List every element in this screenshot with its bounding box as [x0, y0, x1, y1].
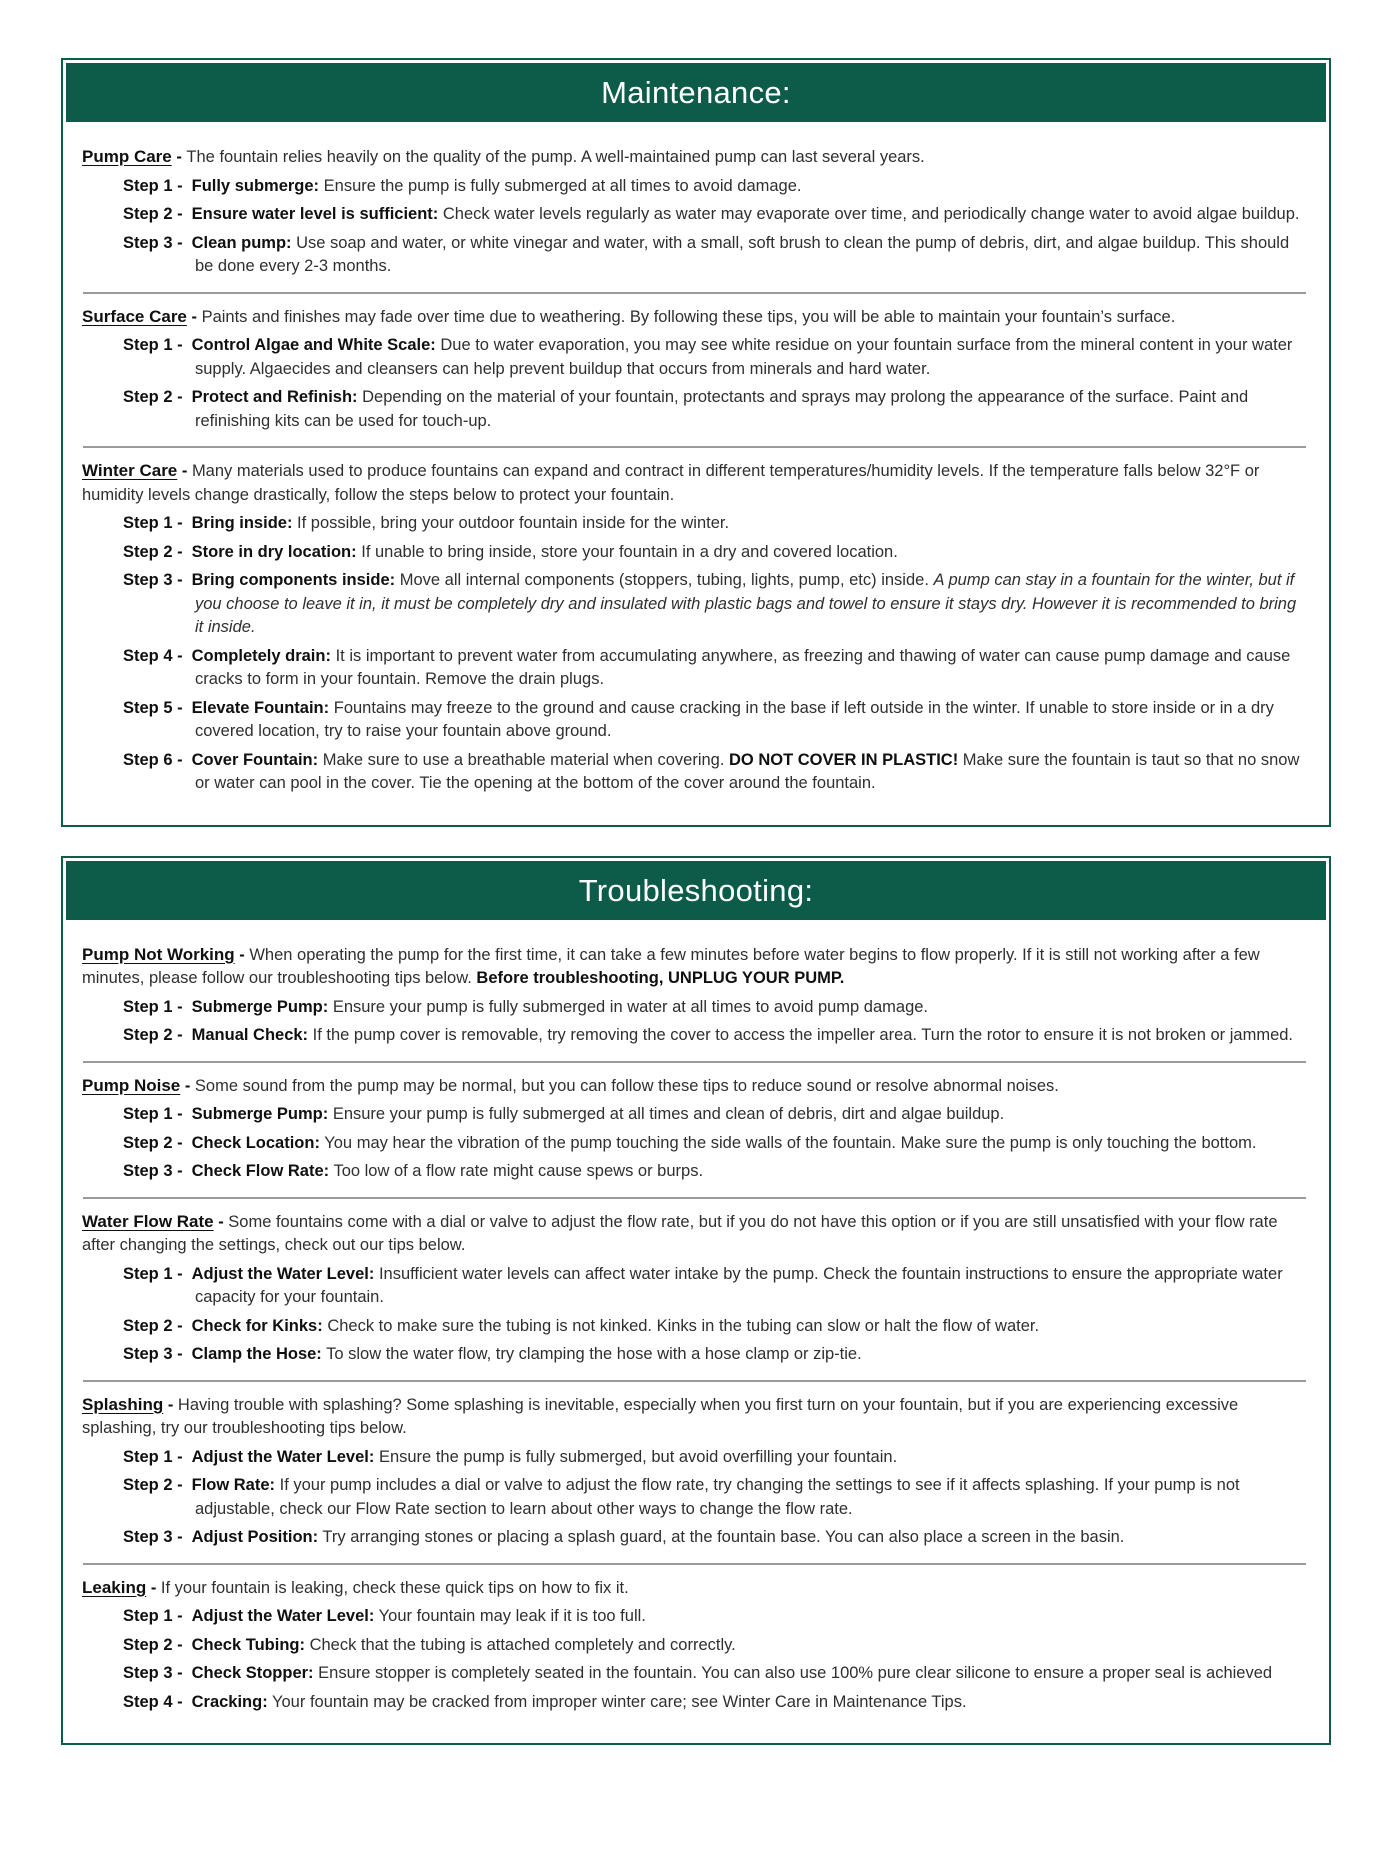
intro-text: Before troubleshooting, UNPLUG YOUR PUMP.	[476, 969, 845, 987]
step-label: Step 3 -	[123, 1664, 183, 1682]
step-lead: Submerge Pump:	[191, 997, 329, 1016]
step-lead: Cracking:	[191, 1692, 268, 1711]
step-row	[82, 996, 1307, 1020]
section-header-troubleshooting	[66, 861, 1326, 920]
section-title: Troubleshooting:	[578, 872, 814, 908]
step-lead: Adjust the Water Level:	[191, 1447, 375, 1466]
topic-name-separator: -	[146, 1578, 161, 1597]
topic-name-separator: -	[180, 1076, 195, 1095]
topic-name: Surface Care	[82, 306, 187, 326]
topic	[82, 1074, 1307, 1184]
topic-intro	[82, 305, 1307, 330]
step-label: Step 3 -	[123, 233, 183, 252]
topic-name-separator: -	[163, 1395, 178, 1414]
step-row	[82, 569, 1307, 640]
step-text: Move all internal components (stoppers, tubing, lights, pump, etc) inside.	[399, 571, 934, 589]
step-row	[82, 1634, 1307, 1658]
step-text: Check water levels regularly as water may evaporate over time, and periodically change water to avoid algae buildup.	[442, 205, 1300, 223]
step-text: A pump can stay in a fountain for the winter, but if you choose to leave it in, it must be completely dry and insulated with plastic bags and towel to ensure it stays dry. However it is recommended to bring it inside.	[195, 571, 1297, 636]
step-row	[82, 645, 1307, 692]
step-lead: Elevate Fountain:	[191, 698, 330, 717]
section-content	[63, 923, 1329, 1744]
step-label: Step 2 -	[123, 1026, 183, 1044]
step-text: Fountains may freeze to the ground and cause cracking in the base if left outside in the winter. If unable to store inside or in a dry covered location, try to raise your fountain above ground.	[195, 698, 1274, 740]
step-text: Ensure stopper is completely seated in the fountain. You can also use 100% pure clear silicone to ensure a proper seal is achieved	[318, 1664, 1273, 1682]
step-label: Step 2 -	[123, 388, 183, 406]
step-label: Step 4 -	[123, 1692, 183, 1711]
step-label: Step 3 -	[123, 1345, 183, 1363]
step-text: If your pump includes a dial or valve to adjust the flow rate, try changing the settings to see if it affects splashing. If your pump is not adjustable, check our Flow Rate section to learn about other ways to change the flow rate.	[195, 1476, 1240, 1518]
step-text: If the pump cover is removable, try removing the cover to access the impeller area. Turn the rotor to ensure it is not broken or jammed.	[312, 1026, 1294, 1044]
step-text: DO NOT COVER IN PLASTIC!	[729, 750, 959, 769]
topic	[82, 1393, 1307, 1550]
step-row	[82, 334, 1307, 381]
step-label: Step 3 -	[123, 1162, 183, 1180]
step-label: Step 4 -	[123, 646, 183, 665]
topic	[82, 459, 1307, 796]
topic-name-separator: -	[177, 462, 192, 480]
topic-name-separator: -	[171, 148, 187, 166]
step-lead: Bring inside:	[191, 514, 293, 532]
topic-intro	[82, 1393, 1307, 1441]
step-row	[82, 1526, 1307, 1550]
step-lead: Check Flow Rate:	[191, 1162, 330, 1180]
intro-text: When operating the pump for the first time, it can take a few minutes before water begins to flow properly. If it is still not working after a few minutes, please follow our troubleshooting tips below.	[82, 945, 1260, 987]
step-text: Make sure to use a breathable material when covering.	[322, 750, 730, 769]
step-label: Step 2 -	[123, 1476, 183, 1494]
step-lead: Submerge Pump:	[191, 1105, 329, 1123]
step-text: Ensure the pump is fully submerged, but avoid overfilling your fountain.	[378, 1447, 898, 1466]
step-row	[82, 1662, 1307, 1686]
step-label: Step 6 -	[123, 750, 183, 769]
document-page	[0, 58, 1391, 1745]
intro-text: Some fountains come with a dial or valve to adjust the flow rate, but if you do not have this option or if you are still unsatisfied with your flow rate after changing the settings, check out our tips below.	[82, 1212, 1278, 1254]
topic-name: Pump Care	[82, 147, 172, 166]
step-row	[82, 1691, 1307, 1715]
topic-name: Winter Care	[82, 461, 178, 480]
topic	[82, 305, 1307, 434]
step-text: Depending on the material of your fountain, protectants and sprays may prolong the appearance of the surface. Paint and refinishing kits can be used for touch-up.	[195, 388, 1249, 430]
step-lead: Protect and Refinish:	[191, 388, 358, 406]
step-lead: Store in dry location:	[191, 542, 357, 561]
step-label: Step 2 -	[123, 1133, 183, 1152]
step-text: Make sure the fountain is taut so that no snow or water can pool in the cover. Tie the opening at the bottom of the cover around the fountain.	[195, 750, 1300, 792]
step-text: Use soap and water, or white vinegar and water, with a small, soft brush to clean the pump of debris, dirt, and algae buildup. This should be done every 2-3 months.	[195, 233, 1290, 275]
step-label: Step 3 -	[123, 1528, 183, 1546]
step-text: You may hear the vibration of the pump touching the side walls of the fountain. Make sure the pump is only touching the bottom.	[324, 1133, 1257, 1152]
topic-name: Pump Noise	[82, 1075, 181, 1095]
intro-text: The fountain relies heavily on the quality of the pump. A well-maintained pump can last several years.	[186, 148, 925, 166]
intro-text: Many materials used to produce fountains can expand and contract in different temperatures/humidity levels. If the temperature falls below 32°F or humidity levels change drastically, follow the steps below to protect your fountain.	[82, 462, 1260, 504]
step-lead: Check Tubing:	[191, 1635, 305, 1654]
step-lead: Fully submerge:	[191, 176, 320, 195]
step-row	[82, 386, 1307, 433]
step-row	[82, 1446, 1307, 1470]
topic	[82, 943, 1307, 1048]
step-text: Your fountain may be cracked from improper winter care; see Winter Care in Maintenance Tips.	[272, 1692, 967, 1711]
intro-text: Some sound from the pump may be normal, but you can follow these tips to reduce sound or resolve abnormal noises.	[194, 1076, 1059, 1095]
step-lead: Adjust the Water Level:	[191, 1264, 375, 1283]
topic-name-separator: -	[213, 1212, 229, 1231]
step-lead: Clamp the Hose:	[191, 1345, 322, 1363]
step-label: Step 1 -	[123, 1447, 183, 1466]
step-row	[82, 749, 1307, 796]
step-row	[82, 1315, 1307, 1339]
step-row	[82, 232, 1307, 279]
step-lead: Clean pump:	[191, 233, 292, 252]
step-lead: Ensure water level is sufficient:	[191, 205, 439, 223]
section-title: Maintenance:	[601, 75, 791, 110]
step-lead: Adjust the Water Level:	[191, 1607, 375, 1625]
topic-name: Leaking	[82, 1577, 147, 1597]
topic-intro	[82, 943, 1307, 991]
section-maintenance	[61, 58, 1331, 827]
step-lead: Check for Kinks:	[191, 1316, 323, 1335]
topic	[82, 145, 1307, 279]
step-row	[82, 175, 1307, 199]
step-lead: Check Stopper:	[191, 1664, 314, 1682]
topic-intro	[82, 1074, 1307, 1099]
topic-divider	[83, 292, 1306, 294]
section-content	[63, 125, 1329, 825]
step-label: Step 1 -	[123, 997, 183, 1016]
step-label: Step 2 -	[123, 1316, 183, 1335]
topic-intro	[82, 145, 1307, 170]
topic-divider	[83, 1061, 1306, 1063]
step-text: Check to make sure the tubing is not kinked. Kinks in the tubing can slow or halt the flow of water.	[327, 1316, 1040, 1335]
step-row	[82, 1160, 1307, 1184]
step-text: Ensure your pump is fully submerged at all times and clean of debris, dirt and algae buildup.	[332, 1105, 1005, 1123]
step-row	[82, 697, 1307, 744]
topic-name: Water Flow Rate	[82, 1211, 214, 1231]
topic-intro	[82, 1210, 1307, 1258]
step-row	[82, 1474, 1307, 1521]
step-label: Step 1 -	[123, 1264, 183, 1283]
section-header-maintenance	[66, 63, 1326, 122]
step-lead: Control Algae and White Scale:	[191, 336, 436, 354]
intro-text: If your fountain is leaking, check these quick tips on how to fix it.	[160, 1578, 629, 1597]
step-label: Step 1 -	[123, 176, 183, 195]
step-text: To slow the water flow, try clamping the hose with a hose clamp or zip-tie.	[326, 1345, 862, 1363]
topic-divider	[83, 1380, 1306, 1382]
step-text: Your fountain may leak if it is too full.	[378, 1607, 646, 1625]
step-label: Step 1 -	[123, 1607, 183, 1625]
section-troubleshooting	[61, 856, 1331, 1746]
step-label: Step 1 -	[123, 514, 183, 532]
step-lead: Bring components inside:	[191, 571, 396, 589]
step-row	[82, 1132, 1307, 1156]
topic-name-separator: -	[186, 307, 202, 326]
step-lead: Check Location:	[191, 1133, 320, 1152]
intro-text: Having trouble with splashing? Some splashing is inevitable, especially when you first turn on your fountain, but if you are experiencing excessive splashing, try our troubleshooting tips below.	[82, 1395, 1239, 1437]
step-label: Step 1 -	[123, 336, 183, 354]
step-label: Step 5 -	[123, 698, 183, 717]
topic-name: Splashing	[82, 1394, 164, 1414]
step-label: Step 2 -	[123, 542, 183, 561]
topic-name-separator: -	[234, 945, 250, 964]
topic	[82, 1210, 1307, 1367]
step-lead: Adjust Position:	[191, 1528, 319, 1546]
step-label: Step 2 -	[123, 205, 183, 223]
step-text: Ensure your pump is fully submerged in water at all times to avoid pump damage.	[332, 997, 929, 1016]
step-text: Insufficient water levels can affect water intake by the pump. Check the fountain instructions to ensure the appropriate water capacity for your fountain.	[195, 1264, 1283, 1306]
step-lead: Manual Check:	[191, 1026, 309, 1044]
step-text: Try arranging stones or placing a splash guard, at the fountain base. You can also place a screen in the basin.	[322, 1528, 1125, 1546]
step-lead: Cover Fountain:	[191, 750, 319, 769]
step-text: Check that the tubing is attached completely and correctly.	[309, 1635, 736, 1654]
step-text: It is important to prevent water from accumulating anywhere, as freezing and thawing of water can cause pump damage and cause cracks to form in your fountain. Remove the drain plugs.	[195, 646, 1291, 688]
step-label: Step 1 -	[123, 1105, 183, 1123]
topic-intro	[82, 459, 1307, 507]
step-row	[82, 1343, 1307, 1367]
step-text: If possible, bring your outdoor fountain inside for the winter.	[297, 514, 730, 532]
step-row	[82, 203, 1307, 227]
step-label: Step 2 -	[123, 1635, 183, 1654]
step-label: Step 3 -	[123, 571, 183, 589]
step-text: Due to water evaporation, you may see white residue on your fountain surface from the mineral content in your water supply. Algaecides and cleansers can help prevent buildup that occurs from minerals and hard water.	[195, 336, 1293, 378]
step-row	[82, 1263, 1307, 1310]
step-row	[82, 541, 1307, 565]
step-text: If unable to bring inside, store your fountain in a dry and covered location.	[361, 542, 898, 561]
topic-divider	[83, 1197, 1306, 1199]
step-lead: Flow Rate:	[191, 1476, 276, 1494]
intro-text: Paints and finishes may fade over time due to weathering. By following these tips, you will be able to maintain your fountain’s surface.	[201, 307, 1176, 326]
step-row	[82, 512, 1307, 536]
topic-intro	[82, 1576, 1307, 1601]
step-row	[82, 1024, 1307, 1048]
topic	[82, 1576, 1307, 1715]
topic-name: Pump Not Working	[82, 944, 235, 964]
step-row	[82, 1103, 1307, 1127]
step-text: Ensure the pump is fully submerged at all times to avoid damage.	[323, 176, 802, 195]
topic-divider	[83, 1563, 1306, 1565]
step-lead: Completely drain:	[191, 646, 331, 665]
topic-divider	[83, 446, 1306, 448]
step-row	[82, 1605, 1307, 1629]
step-text: Too low of a flow rate might cause spews or burps.	[333, 1162, 704, 1180]
